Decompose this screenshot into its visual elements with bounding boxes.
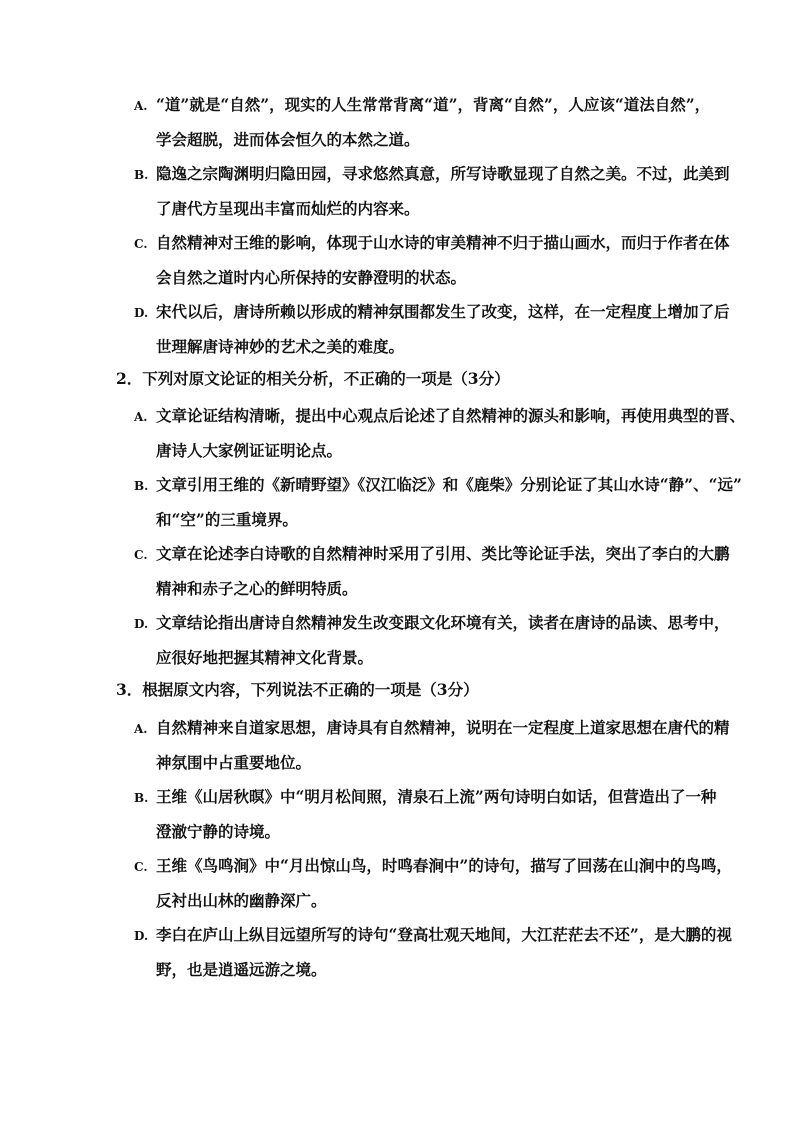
option-text-line2: 了唐代方呈现出丰富而灿烂的内容来。: [156, 199, 420, 218]
q2-option-a[interactable]: [134, 399, 746, 468]
q3-option-d[interactable]: [134, 918, 732, 987]
option-text-line1: “道”就是“自然”，现实的人生常常背离“道”，背离“自然”，人应该“道法自然”，: [156, 95, 711, 114]
q1-option-a[interactable]: [134, 88, 711, 157]
q2-stem: 2．下列对原文论证的相关分析，不正确的一项是（3分）: [116, 369, 510, 388]
option-label: D.: [134, 306, 149, 320]
option-label: C.: [134, 237, 148, 251]
option-text-line2: 会自然之道时内心所保持的安静澄明的状态。: [156, 268, 467, 287]
option-text-line1: 文章论证结构清晰，提出中心观点后论述了自然精神的源头和影响，再使用典型的晋、: [156, 406, 746, 425]
option-text-line2: 澄澈宁静的诗境。: [156, 822, 281, 841]
option-label: C.: [134, 860, 148, 874]
q3-stem: 3．根据原文内容，下列说法不正确的一项是（3分）: [116, 680, 479, 699]
option-text-line2: 世理解唐诗神妙的艺术之美的难度。: [156, 337, 405, 356]
q3-option-a[interactable]: [134, 711, 730, 780]
option-text-line2: 野，也是逍遥远游之境。: [156, 960, 327, 979]
option-text-line1: 文章引用王维的《新晴野望》《汉江临泛》和《鹿柴》分别论证了其山水诗“静”、“远”: [156, 475, 742, 494]
option-label: B.: [134, 168, 149, 182]
option-text-line2: 应很好地把握其精神文化背景。: [156, 648, 374, 667]
option-text-line2: 反衬出山林的幽静深广。: [156, 891, 327, 910]
q1-option-c[interactable]: [134, 226, 730, 295]
option-text-line1: 自然精神来自道家思想，唐诗具有自然精神，说明在一定程度上道家思想在唐代的精: [156, 718, 730, 737]
q1-option-d[interactable]: [134, 295, 730, 364]
option-text-line2: 神氛围中占重要地位。: [156, 753, 312, 772]
option-label: D.: [134, 617, 149, 631]
option-text-line2: 唐诗人大家例证证明论点。: [156, 441, 343, 460]
option-text-line1: 文章结论指出唐诗自然精神发生改变跟文化环境有关，读者在唐诗的品读、思考中，: [156, 613, 730, 632]
q3-option-c[interactable]: [134, 849, 732, 918]
q1-option-b[interactable]: [134, 157, 730, 226]
option-text-line2: 精神和赤子之心的鲜明特质。: [156, 579, 358, 598]
option-text-line2: 和“空”的三重境界。: [156, 510, 298, 529]
q2-option-d[interactable]: [134, 606, 730, 675]
option-label: B.: [134, 791, 149, 805]
option-text-line1: 自然精神对王维的影响，体现于山水诗的审美精神不归于描山画水，而归于作者在体: [156, 233, 730, 252]
option-text-line1: 王维《鸟鸣涧》中“月出惊山鸟，时鸣春涧中”的诗句，描写了回荡在山涧中的鸟鸣，: [156, 856, 732, 875]
option-text-line1: 宋代以后，唐诗所赖以形成的精神氛围都发生了改变，这样，在一定程度上增加了后: [156, 302, 730, 321]
option-label: D.: [134, 929, 149, 943]
q2-option-b[interactable]: [134, 468, 742, 537]
option-label: B.: [134, 479, 149, 493]
option-text-line1: 李白在庐山上纵目远望所写的诗句“登高壮观天地间，大江茫茫去不还”，是大鹏的视: [156, 925, 732, 944]
option-label: A.: [134, 99, 148, 113]
option-text-line1: 王维《山居秋暝》中“明月松间照，清泉石上流”两句诗明白如话，但营造出了一种: [156, 787, 717, 806]
q3-option-b[interactable]: [134, 780, 717, 849]
option-label: C.: [134, 548, 148, 562]
option-text-line2: 学会超脱，进而体会恒久的本然之道。: [156, 130, 420, 149]
q2-option-c[interactable]: [134, 537, 730, 606]
option-label: A.: [134, 410, 148, 424]
option-text-line1: 隐逸之宗陶渊明归隐田园，寻求悠然真意，所写诗歌显现了自然之美。不过，此美到: [156, 164, 730, 183]
option-label: A.: [134, 722, 148, 736]
option-text-line1: 文章在论述李白诗歌的自然精神时采用了引用、类比等论证手法，突出了李白的大鹏: [156, 544, 730, 563]
